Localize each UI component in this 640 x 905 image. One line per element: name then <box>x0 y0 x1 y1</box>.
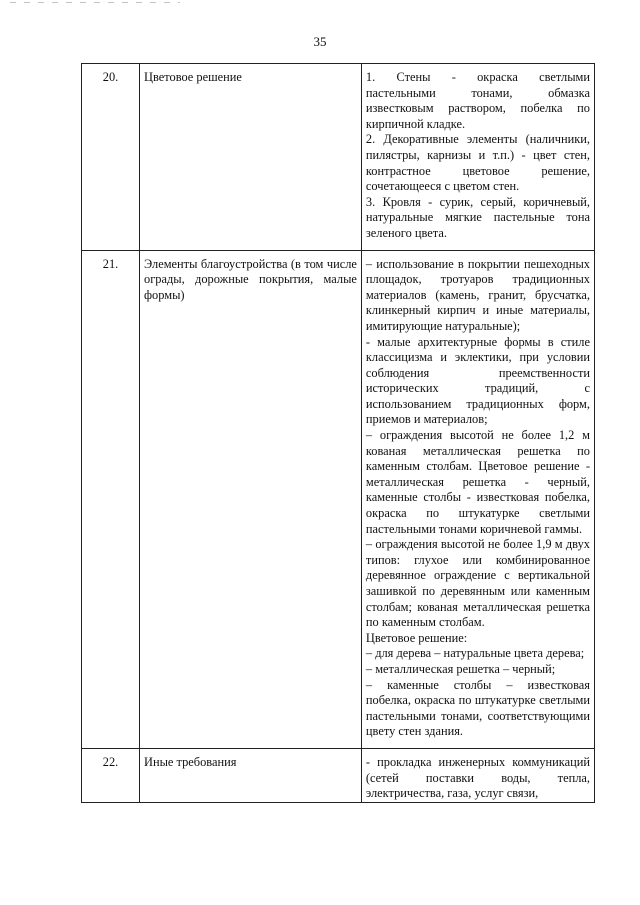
row-requirements <box>361 250 594 748</box>
requirement-item: - малые архитектурные формы в стиле классицизма и эклектики, при условии соблюдения преемственности исторических традиций, с использованием традиционных форм, приемов и материалов; <box>365 334 590 427</box>
requirement-item: Цветовое решение: <box>365 630 468 645</box>
scan-artifact <box>10 2 180 3</box>
requirement-item: – каменные столбы – известковая побелка, окраска по штукатурке светлыми пастельными тонами, соответствующими цвету стен здания. <box>365 677 590 739</box>
row-number: 20. <box>82 64 140 251</box>
row-title: Элементы благоустройства (в том числе ограды, дорожные покрытия, малые формы) <box>140 250 362 748</box>
requirement-item: – ограждения высотой не более 1,9 м двух типов: глухое или комбинированное деревянное ограждение с вертикальной зашивкой по деревянным или каменным столбам; кованая металлическая решетка по каменным столбам. <box>365 537 590 630</box>
requirements-table <box>81 63 595 803</box>
requirement-item: 3. Кровля - сурик, серый, коричневый, натуральные мягкие пастельные тона зеленого цвета. <box>365 194 590 240</box>
row-title: Иные требования <box>140 748 362 802</box>
table-row <box>82 250 595 748</box>
row-requirements <box>361 748 594 802</box>
requirement-item: – металлическая решетка – черный; <box>365 661 556 676</box>
requirement-item: – использование в покрытии пешеходных площадок, тротуаров традиционных материалов (камень, гранит, брусчатка, клинкерный кирпич и иные материалы, имитирующие натуральные); <box>365 256 590 333</box>
requirement-item: – ограждения высотой не более 1,2 м кованая металлическая решетка по каменным столбам. Цветовое решение - металлическая решетка - черный, каменные столбы - известковая побелка, окраска по штукатурке светлыми пастельными тонами коричневой гаммы. <box>365 428 590 536</box>
row-title: Цветовое решение <box>140 64 362 251</box>
requirement-item: 2. Декоративные элементы (наличники, пилястры, карнизы и т.п.) - цвет стен, контрастное цветовое решение, сочетающееся с цветом стен. <box>365 132 590 194</box>
requirement-item: – для дерева – натуральные цвета дерева; <box>365 646 585 661</box>
requirement-item: - прокладка инженерных коммуникаций (сетей поставки воды, тепла, электричества, газа, услуг связи, <box>365 754 590 801</box>
requirement-item: 1. Стены - окраска светлыми пастельными тонами, обмазка известковым раствором, побелка по кирпичной кладке. <box>365 70 590 131</box>
row-number: 22. <box>82 748 140 802</box>
table-row <box>82 748 595 802</box>
table-row <box>82 64 595 251</box>
row-number: 21. <box>82 250 140 748</box>
row-requirements <box>361 64 594 251</box>
page-number: 35 <box>313 34 327 49</box>
